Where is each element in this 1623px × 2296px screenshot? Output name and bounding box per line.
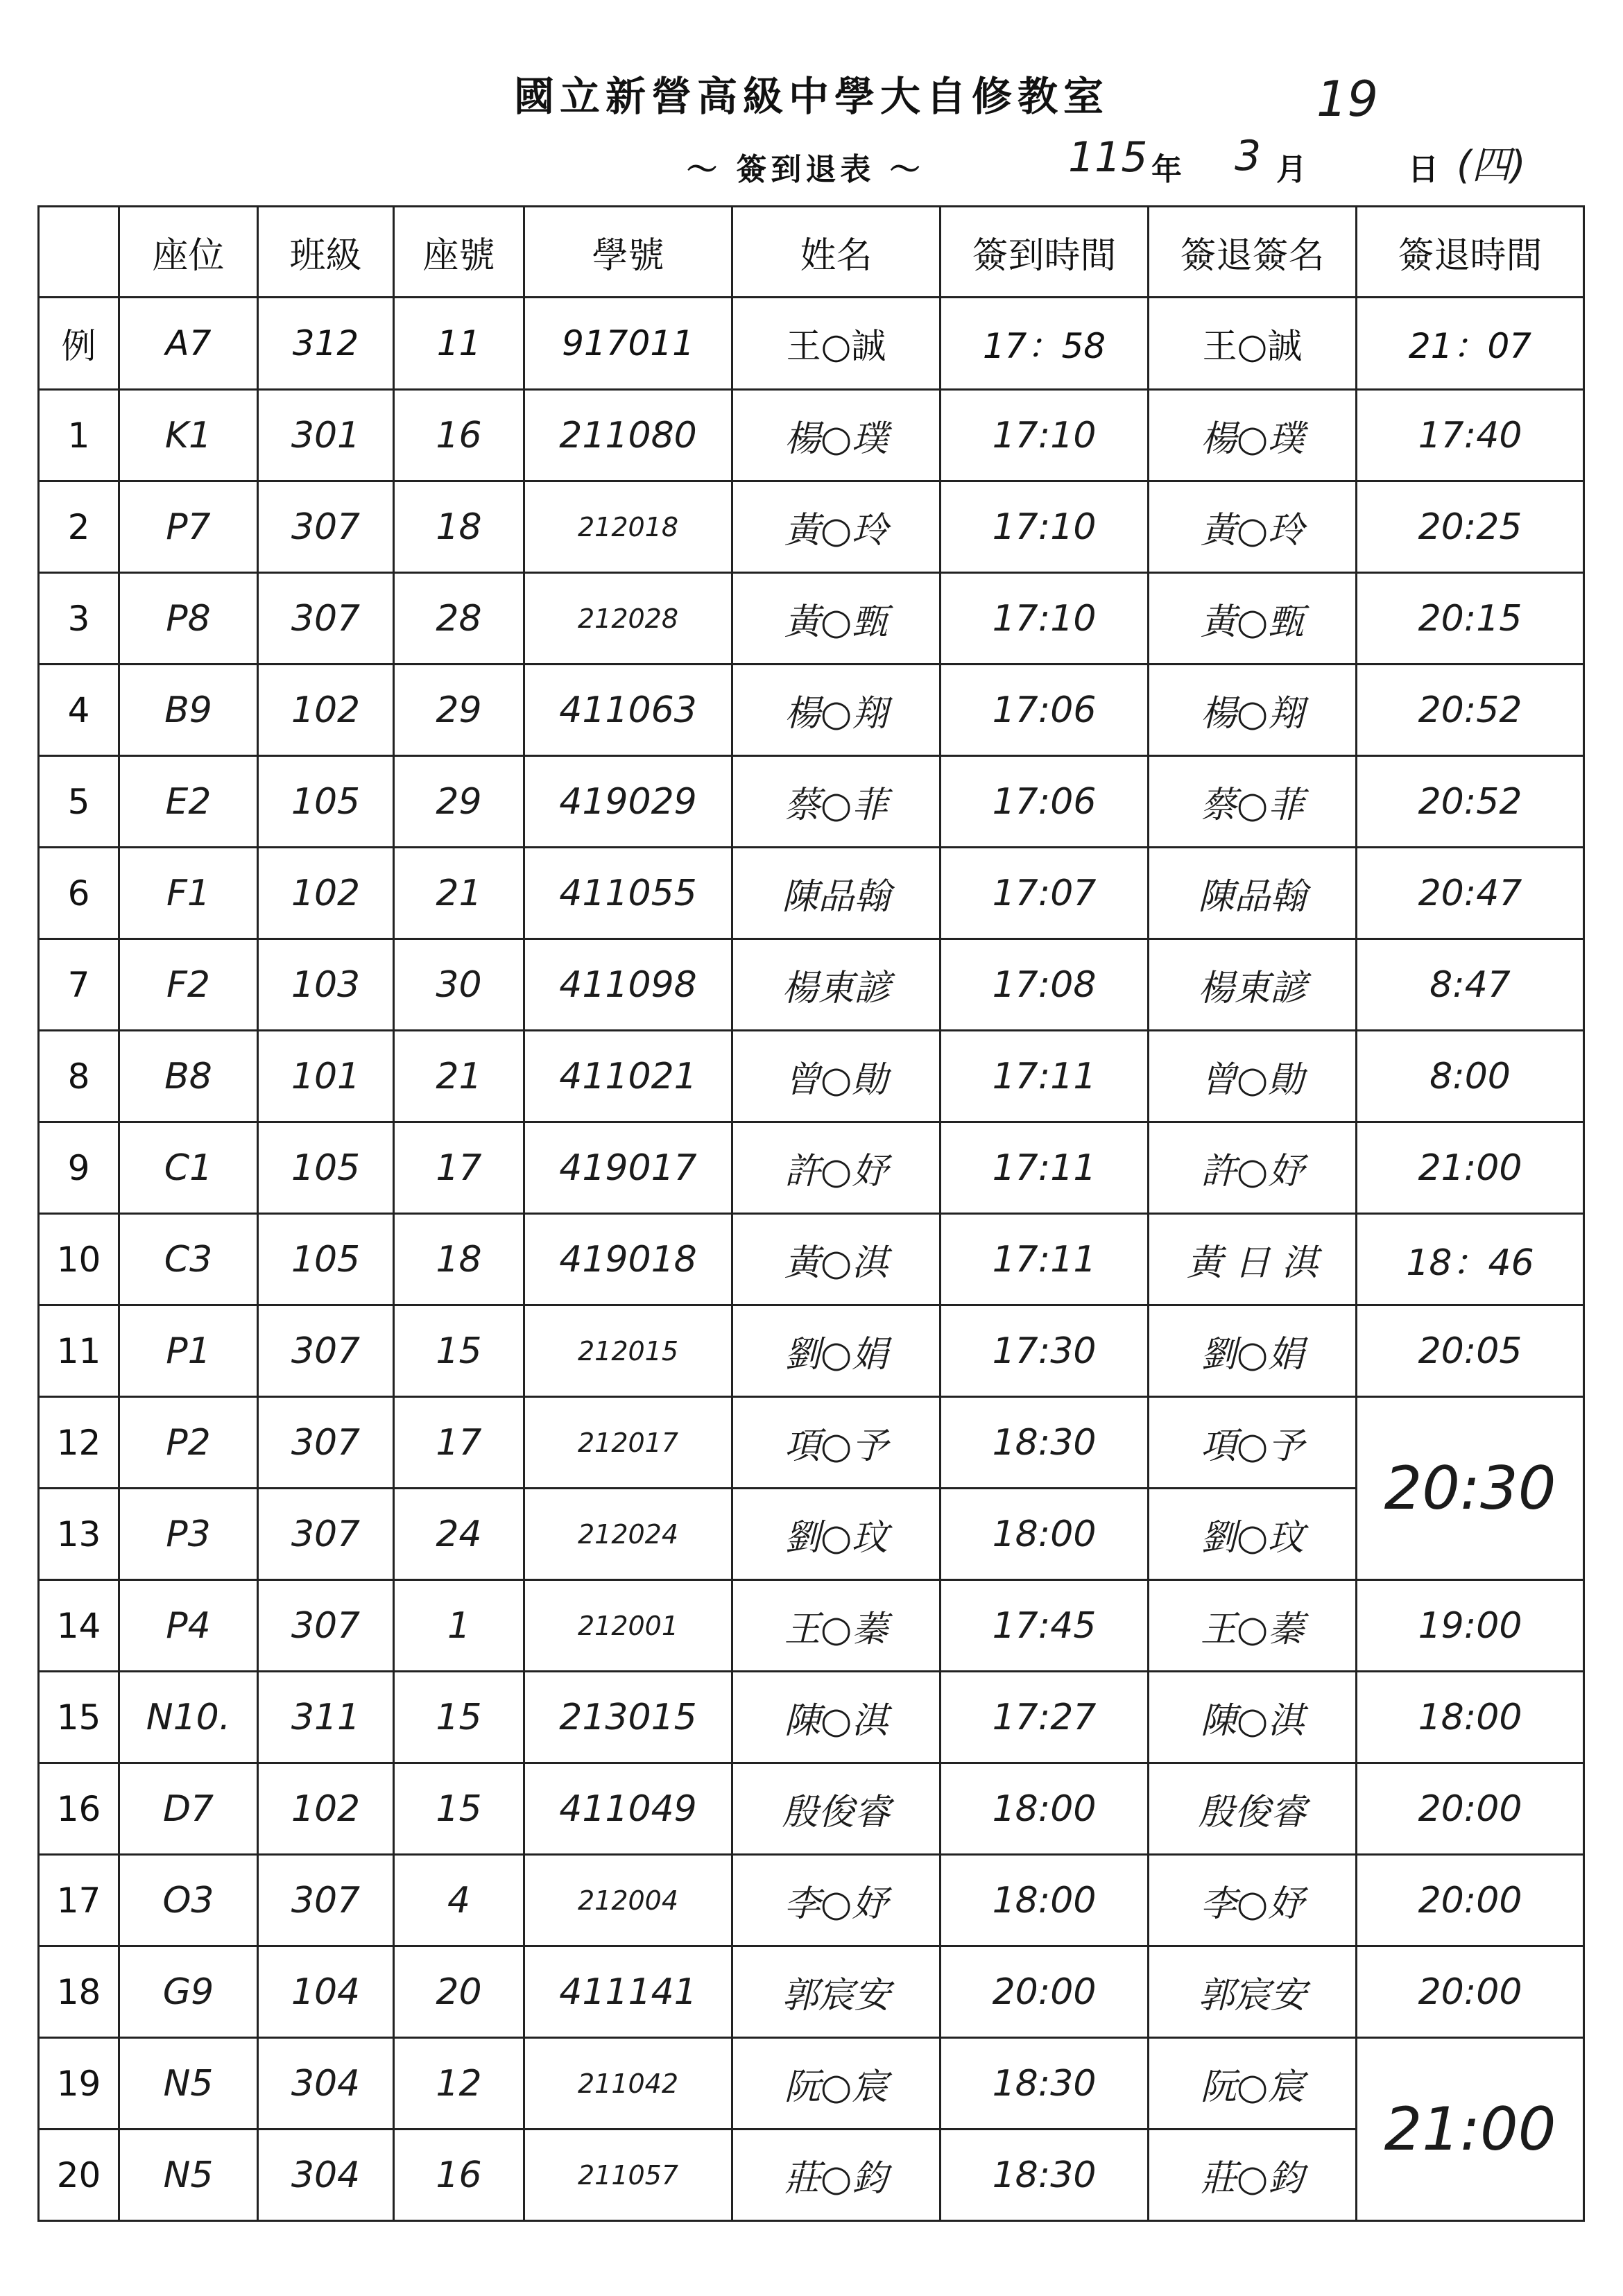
number-cell: 24 xyxy=(394,1489,524,1580)
row-number: 17 xyxy=(39,1855,119,1946)
table-row xyxy=(39,1763,1584,1855)
signin-time-cell: 18:30 xyxy=(941,1397,1149,1489)
number-cell: 4 xyxy=(394,1855,524,1946)
class-cell: 105 xyxy=(258,1122,394,1214)
name-cell: 劉○玟 xyxy=(732,1489,941,1580)
signin-time-cell: 18:00 xyxy=(941,1855,1149,1946)
name-cell: 楊○翔 xyxy=(732,665,941,756)
class-cell: 307 xyxy=(258,1397,394,1489)
name-cell: 黃○淇 xyxy=(732,1214,941,1305)
number-cell: 16 xyxy=(394,2130,524,2221)
name-cell: 許○妤 xyxy=(732,1122,941,1214)
handwritten-year: 115 xyxy=(1068,133,1148,182)
seat-cell: F1 xyxy=(119,848,258,939)
class-cell: 304 xyxy=(258,2130,394,2221)
student-id-cell: 411098 xyxy=(524,939,732,1031)
student-id-cell: 212024 xyxy=(524,1489,732,1580)
example-seat: A7 xyxy=(119,298,258,390)
student-id-cell: 211080 xyxy=(524,390,732,481)
name-cell: 楊○璞 xyxy=(732,390,941,481)
col-header-student-id: 學號 xyxy=(524,207,732,298)
table-row xyxy=(39,1214,1584,1305)
number-cell: 15 xyxy=(394,1672,524,1763)
row-number: 6 xyxy=(39,848,119,939)
row-number: 19 xyxy=(39,2038,119,2130)
signout-name-cell: 陳○淇 xyxy=(1149,1672,1357,1763)
class-cell: 307 xyxy=(258,1580,394,1672)
student-id-cell: 212004 xyxy=(524,1855,732,1946)
signout-time-cell: 20:00 xyxy=(1357,1763,1584,1855)
col-header-name: 姓名 xyxy=(732,207,941,298)
col-header-number: 座號 xyxy=(394,207,524,298)
row-number: 10 xyxy=(39,1214,119,1305)
signin-time-cell: 17:30 xyxy=(941,1305,1149,1397)
signout-time-cell: 17:40 xyxy=(1357,390,1584,481)
example-row xyxy=(39,298,1584,390)
seat-cell: C3 xyxy=(119,1214,258,1305)
signout-name-cell: 楊○璞 xyxy=(1149,390,1357,481)
row-number: 14 xyxy=(39,1580,119,1672)
handwritten-weekday: (四) xyxy=(1457,143,1526,188)
class-cell: 102 xyxy=(258,665,394,756)
seat-cell: G9 xyxy=(119,1946,258,2038)
signin-time-cell: 17:06 xyxy=(941,756,1149,848)
example-signout-name: 王○誠 xyxy=(1149,298,1357,390)
number-cell: 20 xyxy=(394,1946,524,2038)
name-cell: 黃○甄 xyxy=(732,573,941,665)
signout-name-cell: 陳品翰 xyxy=(1149,848,1357,939)
table-row xyxy=(39,390,1584,481)
seat-cell: B8 xyxy=(119,1031,258,1122)
row-number: 4 xyxy=(39,665,119,756)
table-row xyxy=(39,481,1584,573)
number-cell: 12 xyxy=(394,2038,524,2130)
student-id-cell: 212028 xyxy=(524,573,732,665)
name-cell: 蔡○菲 xyxy=(732,756,941,848)
number-cell: 28 xyxy=(394,573,524,665)
signin-time-cell: 17:10 xyxy=(941,390,1149,481)
signin-time-cell: 17:27 xyxy=(941,1672,1149,1763)
class-cell: 307 xyxy=(258,1305,394,1397)
name-cell: 劉○娟 xyxy=(732,1305,941,1397)
number-cell: 30 xyxy=(394,939,524,1031)
student-id-cell: 419018 xyxy=(524,1214,732,1305)
seat-cell: P2 xyxy=(119,1397,258,1489)
table-row xyxy=(39,939,1584,1031)
seat-cell: E2 xyxy=(119,756,258,848)
name-cell: 殷俊睿 xyxy=(732,1763,941,1855)
number-cell: 21 xyxy=(394,1031,524,1122)
seat-cell: N5 xyxy=(119,2038,258,2130)
row-number: 8 xyxy=(39,1031,119,1122)
class-cell: 105 xyxy=(258,756,394,848)
row-number: 11 xyxy=(39,1305,119,1397)
col-header-signout-name: 簽退簽名 xyxy=(1149,207,1357,298)
name-cell: 莊○鈞 xyxy=(732,2130,941,2221)
seat-cell: N10. xyxy=(119,1672,258,1763)
day-label: 日 xyxy=(1408,152,1439,187)
signout-time-cell: 20:00 xyxy=(1357,1855,1584,1946)
name-cell: 陳品翰 xyxy=(732,848,941,939)
handwritten-month: 3 xyxy=(1235,132,1262,180)
student-id-cell: 213015 xyxy=(524,1672,732,1763)
signout-name-cell: 阮○宸 xyxy=(1149,2038,1357,2130)
name-cell: 阮○宸 xyxy=(732,2038,941,2130)
class-cell: 311 xyxy=(258,1672,394,1763)
student-id-cell: 411049 xyxy=(524,1763,732,1855)
table-row xyxy=(39,1122,1584,1214)
table-row xyxy=(39,756,1584,848)
seat-cell: C1 xyxy=(119,1122,258,1214)
seat-cell: D7 xyxy=(119,1763,258,1855)
row-number: 1 xyxy=(39,390,119,481)
example-number: 11 xyxy=(394,298,524,390)
name-cell: 陳○淇 xyxy=(732,1672,941,1763)
number-cell: 15 xyxy=(394,1305,524,1397)
col-header-signout-time: 簽退時間 xyxy=(1357,207,1584,298)
table-row xyxy=(39,1672,1584,1763)
signout-time-cell: 20:15 xyxy=(1357,573,1584,665)
table-row xyxy=(39,1855,1584,1946)
example-student-id: 917011 xyxy=(524,298,732,390)
signout-time-cell: 20:52 xyxy=(1357,756,1584,848)
seat-cell: F2 xyxy=(119,939,258,1031)
signout-time-cell: 20:47 xyxy=(1357,848,1584,939)
table-row xyxy=(39,573,1584,665)
table-row xyxy=(39,1031,1584,1122)
signout-time-cell: 19:00 xyxy=(1357,1580,1584,1672)
signin-time-cell: 18:00 xyxy=(941,1489,1149,1580)
signout-name-cell: 許○妤 xyxy=(1149,1122,1357,1214)
merged-signout-time-cell: 20:30 xyxy=(1357,1397,1584,1580)
signin-time-cell: 18:30 xyxy=(941,2130,1149,2221)
number-cell: 15 xyxy=(394,1763,524,1855)
signout-name-cell: 曾○勛 xyxy=(1149,1031,1357,1122)
signout-name-cell: 楊○翔 xyxy=(1149,665,1357,756)
seat-cell: P3 xyxy=(119,1489,258,1580)
number-cell: 18 xyxy=(394,1214,524,1305)
class-cell: 301 xyxy=(258,390,394,481)
row-number: 18 xyxy=(39,1946,119,2038)
name-cell: 黃○玲 xyxy=(732,481,941,573)
student-id-cell: 212018 xyxy=(524,481,732,573)
number-cell: 29 xyxy=(394,756,524,848)
seat-cell: B9 xyxy=(119,665,258,756)
signout-time-cell: 18:00 xyxy=(1357,1672,1584,1763)
signout-name-cell: 劉○玟 xyxy=(1149,1489,1357,1580)
header-row xyxy=(39,207,1584,298)
signout-time-cell: 21:00 xyxy=(1357,1122,1584,1214)
signout-time-cell: 18：46 xyxy=(1357,1214,1584,1305)
signin-time-cell: 17:08 xyxy=(941,939,1149,1031)
signout-name-cell: 李○妤 xyxy=(1149,1855,1357,1946)
class-cell: 104 xyxy=(258,1946,394,2038)
form-title: 國立新營高級中學大自修教室 xyxy=(513,73,1109,120)
signout-name-cell: 蔡○菲 xyxy=(1149,756,1357,848)
name-cell: 曾○勛 xyxy=(732,1031,941,1122)
class-cell: 102 xyxy=(258,1763,394,1855)
signin-time-cell: 17:45 xyxy=(941,1580,1149,1672)
number-cell: 16 xyxy=(394,390,524,481)
class-cell: 307 xyxy=(258,481,394,573)
student-id-cell: 411141 xyxy=(524,1946,732,2038)
signout-time-cell: 20:52 xyxy=(1357,665,1584,756)
class-cell: 304 xyxy=(258,2038,394,2130)
name-cell: 王○蓁 xyxy=(732,1580,941,1672)
form-subtitle: ～ 簽到退表 ～ xyxy=(687,152,925,187)
student-id-cell: 411063 xyxy=(524,665,732,756)
table-row xyxy=(39,848,1584,939)
seat-cell: O3 xyxy=(119,1855,258,1946)
example-name: 王○誠 xyxy=(732,298,941,390)
row-number: 3 xyxy=(39,573,119,665)
signout-name-cell: 王○蓁 xyxy=(1149,1580,1357,1672)
number-cell: 17 xyxy=(394,1122,524,1214)
number-cell: 29 xyxy=(394,665,524,756)
class-cell: 101 xyxy=(258,1031,394,1122)
signout-name-cell: 黃 日 淇 xyxy=(1149,1214,1357,1305)
student-id-cell: 212017 xyxy=(524,1397,732,1489)
class-cell: 105 xyxy=(258,1214,394,1305)
signin-time-cell: 17:10 xyxy=(941,573,1149,665)
example-signout-time: 21：07 xyxy=(1357,298,1584,390)
signin-time-cell: 18:30 xyxy=(941,2038,1149,2130)
signin-table xyxy=(37,205,1585,2222)
row-number: 9 xyxy=(39,1122,119,1214)
col-header-seat: 座位 xyxy=(119,207,258,298)
number-cell: 1 xyxy=(394,1580,524,1672)
month-label: 月 xyxy=(1276,152,1307,187)
col-header-index xyxy=(39,207,119,298)
student-id-cell: 211042 xyxy=(524,2038,732,2130)
seat-cell: P7 xyxy=(119,481,258,573)
table-row xyxy=(39,1305,1584,1397)
number-cell: 17 xyxy=(394,1397,524,1489)
table-row xyxy=(39,2130,1584,2221)
example-signin-time: 17：58 xyxy=(941,298,1149,390)
example-class: 312 xyxy=(258,298,394,390)
row-number: 7 xyxy=(39,939,119,1031)
student-id-cell: 212015 xyxy=(524,1305,732,1397)
seat-cell: P4 xyxy=(119,1580,258,1672)
signout-name-cell: 劉○娟 xyxy=(1149,1305,1357,1397)
signout-time-cell: 20:00 xyxy=(1357,1946,1584,2038)
student-id-cell: 212001 xyxy=(524,1580,732,1672)
signin-time-cell: 17:11 xyxy=(941,1122,1149,1214)
name-cell: 郭宸安 xyxy=(732,1946,941,2038)
table-row xyxy=(39,1946,1584,2038)
row-number: 15 xyxy=(39,1672,119,1763)
signout-name-cell: 項○予 xyxy=(1149,1397,1357,1489)
signout-time-cell: 20:05 xyxy=(1357,1305,1584,1397)
signin-time-cell: 17:07 xyxy=(941,848,1149,939)
example-label: 例 xyxy=(39,298,119,390)
class-cell: 307 xyxy=(258,573,394,665)
table-row xyxy=(39,1580,1584,1672)
class-cell: 103 xyxy=(258,939,394,1031)
seat-cell: P1 xyxy=(119,1305,258,1397)
signin-time-cell: 18:00 xyxy=(941,1763,1149,1855)
handwritten-day: 19 xyxy=(1316,71,1379,128)
row-number: 13 xyxy=(39,1489,119,1580)
signout-name-cell: 莊○鈞 xyxy=(1149,2130,1357,2221)
signin-time-cell: 17:11 xyxy=(941,1031,1149,1122)
seat-cell: K1 xyxy=(119,390,258,481)
signout-name-cell: 郭宸安 xyxy=(1149,1946,1357,2038)
seat-cell: N5 xyxy=(119,2130,258,2221)
signin-time-cell: 17:10 xyxy=(941,481,1149,573)
table-row xyxy=(39,665,1584,756)
signout-time-cell: 8:47 xyxy=(1357,939,1584,1031)
table-row xyxy=(39,1397,1584,1489)
row-number: 5 xyxy=(39,756,119,848)
class-cell: 102 xyxy=(258,848,394,939)
signin-time-cell: 17:11 xyxy=(941,1214,1149,1305)
name-cell: 項○予 xyxy=(732,1397,941,1489)
student-id-cell: 419029 xyxy=(524,756,732,848)
student-id-cell: 411021 xyxy=(524,1031,732,1122)
table-row xyxy=(39,2038,1584,2130)
signout-name-cell: 殷俊睿 xyxy=(1149,1763,1357,1855)
table-row xyxy=(39,1489,1584,1580)
name-cell: 李○妤 xyxy=(732,1855,941,1946)
signout-name-cell: 楊東諺 xyxy=(1149,939,1357,1031)
student-id-cell: 211057 xyxy=(524,2130,732,2221)
student-id-cell: 419017 xyxy=(524,1122,732,1214)
class-cell: 307 xyxy=(258,1855,394,1946)
number-cell: 18 xyxy=(394,481,524,573)
student-id-cell: 411055 xyxy=(524,848,732,939)
class-cell: 307 xyxy=(258,1489,394,1580)
row-number: 20 xyxy=(39,2130,119,2221)
signout-name-cell: 黃○玲 xyxy=(1149,481,1357,573)
date-line xyxy=(1068,132,1595,194)
col-header-signin-time: 簽到時間 xyxy=(941,207,1149,298)
year-label: 年 xyxy=(1151,152,1182,187)
signin-time-cell: 20:00 xyxy=(941,1946,1149,2038)
row-number: 2 xyxy=(39,481,119,573)
row-number: 12 xyxy=(39,1397,119,1489)
row-number: 16 xyxy=(39,1763,119,1855)
merged-signout-time-cell: 21:00 xyxy=(1357,2038,1584,2221)
signout-time-cell: 20:25 xyxy=(1357,481,1584,573)
signout-time-cell: 8:00 xyxy=(1357,1031,1584,1122)
name-cell: 楊東諺 xyxy=(732,939,941,1031)
col-header-class: 班級 xyxy=(258,207,394,298)
seat-cell: P8 xyxy=(119,573,258,665)
signin-time-cell: 17:06 xyxy=(941,665,1149,756)
signout-name-cell: 黃○甄 xyxy=(1149,573,1357,665)
number-cell: 21 xyxy=(394,848,524,939)
